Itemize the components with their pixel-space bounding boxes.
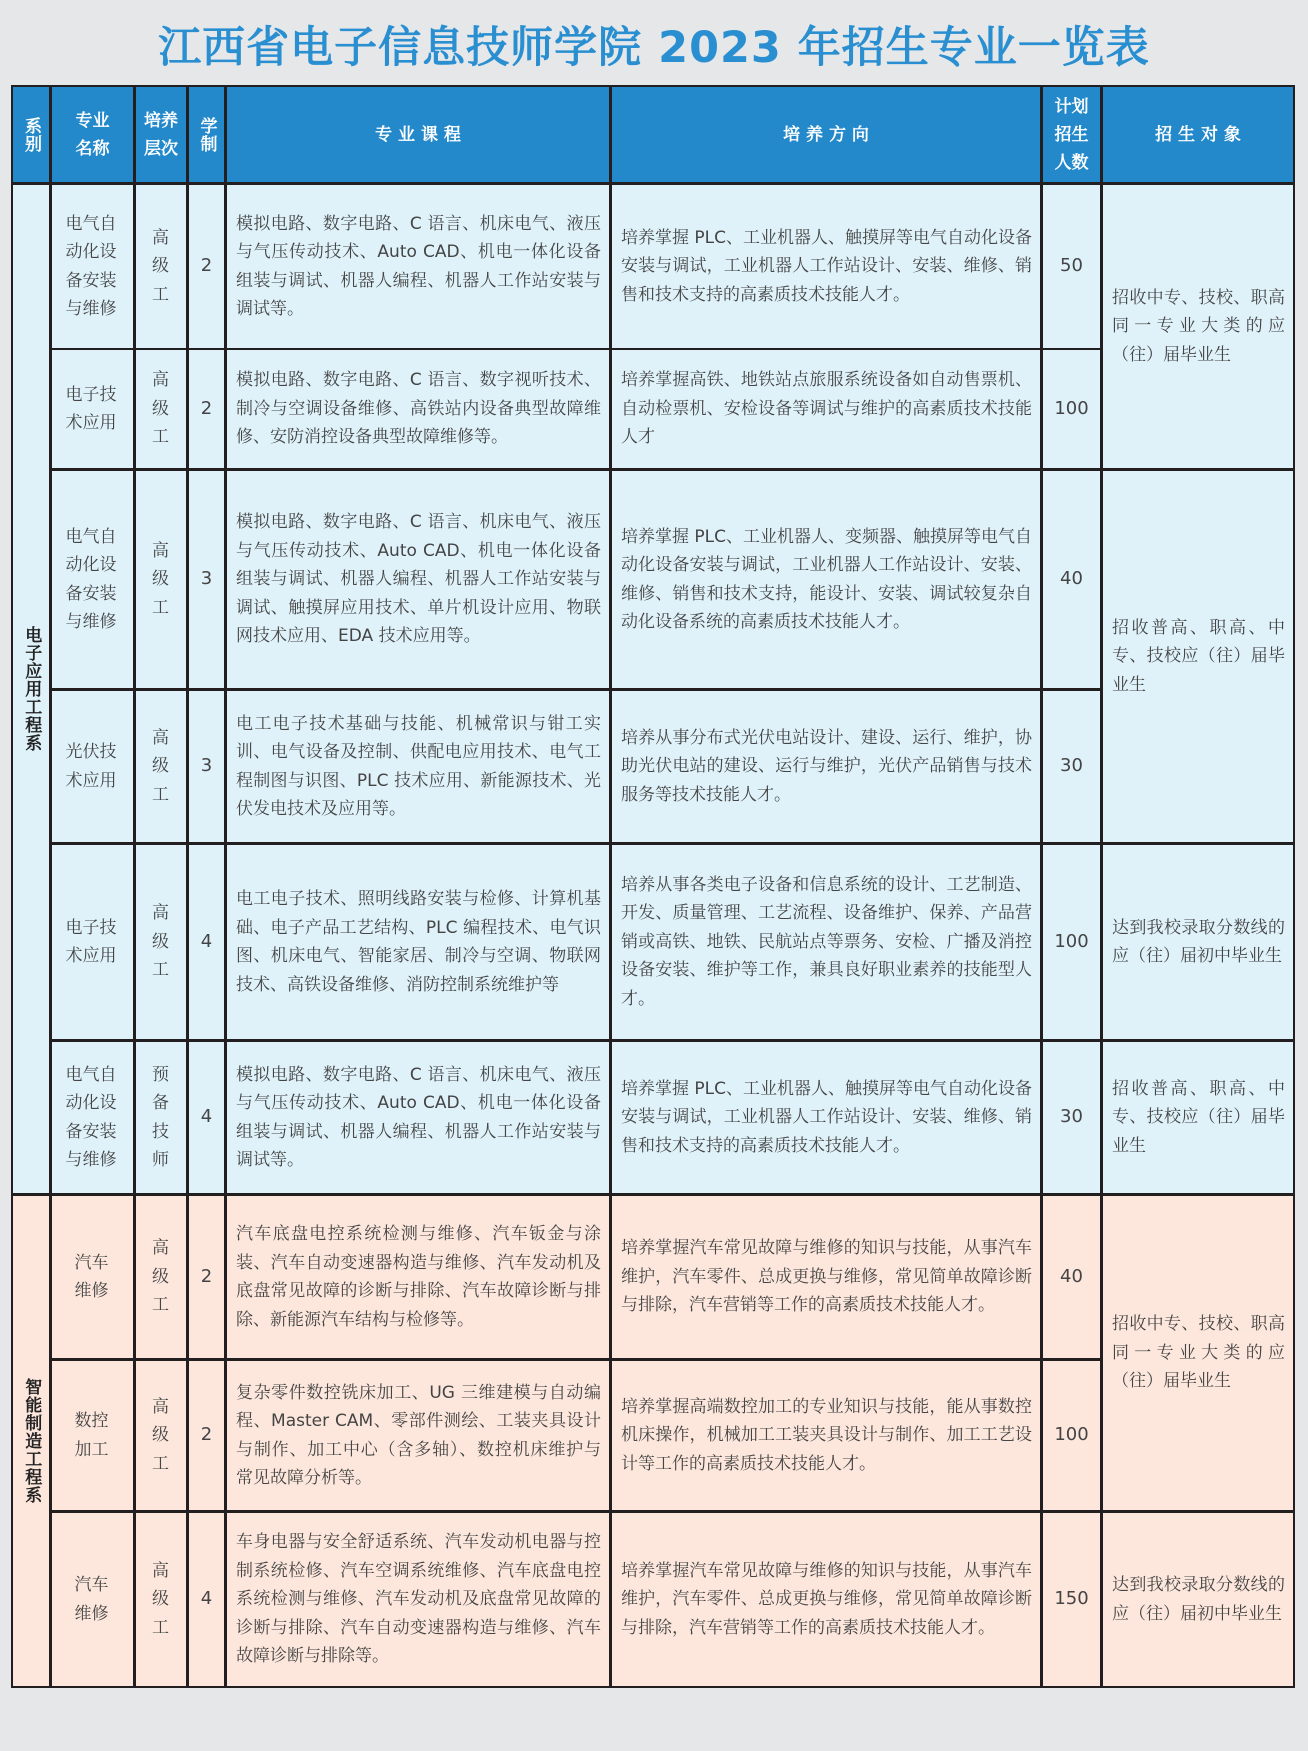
table-row-quota: 100 <box>1043 845 1100 1039</box>
target-group-4: 招收普高、职高、中专、技校应（往）届毕业生 <box>1103 1042 1293 1193</box>
table-row-quota: 100 <box>1043 350 1100 468</box>
table-row-direction: 培养掌握汽车常见故障与维修的知识与技能，从事汽车维护，汽车零件、总成更换与维修，常见简单故障诊断与排除，汽车营销等工作的高素质技术技能人才。 <box>612 1513 1040 1686</box>
table-row-courses: 模拟电路、数字电路、C 语言、机床电气、液压与气压传动技术、Auto CAD、机电一体化设备组装与调试、机器人编程、机器人工作站安装与调试等。 <box>227 1042 609 1193</box>
table-row-major: 光伏技术应用 <box>52 691 133 842</box>
header-major-name: 专业名称 <box>52 87 133 182</box>
table-row-courses: 电工电子技术基础与技能、机械常识与钳工实训、电气设备及控制、供配电应用技术、电气工程制图与识图、PLC 技术应用、新能源技术、光伏发电技术及应用等。 <box>227 691 609 842</box>
table-row-quota: 30 <box>1043 691 1100 842</box>
table-row-courses: 模拟电路、数字电路、C 语言、机床电气、液压与气压传动技术、Auto CAD、机电一体化设备组装与调试、机器人编程、机器人工作站安装与调试、触摸屏应用技术、单片机设计应用、物联网技术应用、EDA 技术应用等。 <box>227 471 609 688</box>
table-row-major: 电子技术应用 <box>52 350 133 468</box>
table-row-level: 高级工 <box>136 471 186 688</box>
table-row-courses: 汽车底盘电控系统检测与维修、汽车钣金与涂装、汽车自动变速器构造与维修、汽车发动机及底盘常见故障的诊断与排除、汽车故障诊断与排除、新能源汽车结构与检修等。 <box>227 1196 609 1358</box>
table-row-courses: 车身电器与安全舒适系统、汽车发动机电器与控制系统检修、汽车空调系统维修、汽车底盘电控系统检测与维修、汽车发动机及底盘常见故障的诊断与排除、汽车自动变速器构造与维修、汽车故障诊断与排除等。 <box>227 1513 609 1686</box>
page-title: 江西省电子信息技师学院 2023 年招生专业一览表 <box>158 23 1150 73</box>
table-row-major: 电气自动化设备安装与维修 <box>52 1042 133 1193</box>
department-electronics: 电子应用工程系 <box>13 185 49 1193</box>
table-row-level: 高级工 <box>136 1361 186 1510</box>
header-years: 学制 <box>189 87 224 182</box>
table-row-years: 4 <box>189 1042 224 1193</box>
table-row-direction: 培养从事各类电子设备和信息系统的设计、工艺制造、开发、质量管理、工艺流程、设备维护、保养、产品营销或高铁、地铁、民航站点等票务、安检、广播及消控设备安装、维护等工作，兼具良好职业素养的技能型人才。 <box>612 845 1040 1039</box>
table-row-major: 电子技术应用 <box>52 845 133 1039</box>
table-row-quota: 40 <box>1043 1196 1100 1358</box>
table-row-direction: 培养从事分布式光伏电站设计、建设、运行、维护，协助光伏电站的建设、运行与维护，光伏产品销售与技术服务等技术技能人才。 <box>612 691 1040 842</box>
header-target: 招 生 对 象 <box>1103 87 1293 182</box>
table-row-level: 高级工 <box>136 691 186 842</box>
table-row-direction: 培养掌握 PLC、工业机器人、触摸屏等电气自动化设备安装与调试，工业机器人工作站设计、安装、维修、销售和技术支持的高素质技术技能人才。 <box>612 185 1040 348</box>
table-row-quota: 50 <box>1043 185 1100 348</box>
table-row-quota: 30 <box>1043 1042 1100 1193</box>
enrollment-table <box>11 85 1295 1688</box>
table-row-level: 高级工 <box>136 350 186 468</box>
table-row-major: 数控加工 <box>52 1361 133 1510</box>
table-row-years: 2 <box>189 185 224 348</box>
table-row-major: 汽车维修 <box>52 1196 133 1358</box>
header-quota: 计划招生人数 <box>1043 87 1100 182</box>
table-row-quota: 100 <box>1043 1361 1100 1510</box>
table-row-direction: 培养掌握高端数控加工的专业知识与技能，能从事数控机床操作，机械加工工装夹具设计与制作、加工工艺设计等工作的高素质技术技能人才。 <box>612 1361 1040 1510</box>
table-row-major: 电气自动化设备安装与维修 <box>52 185 133 348</box>
table-row-courses: 模拟电路、数字电路、C 语言、机床电气、液压与气压传动技术、Auto CAD、机电一体化设备组装与调试、机器人编程、机器人工作站安装与调试等。 <box>227 185 609 348</box>
table-row-direction: 培养掌握汽车常见故障与维修的知识与技能，从事汽车维护，汽车零件、总成更换与维修，常见简单故障诊断与排除，汽车营销等工作的高素质技术技能人才。 <box>612 1196 1040 1358</box>
target-group-5: 招收中专、技校、职高同一专业大类的应（往）届毕业生 <box>1103 1196 1293 1510</box>
table-row-years: 3 <box>189 691 224 842</box>
table-row-quota: 40 <box>1043 471 1100 688</box>
department-manufacturing: 智能制造工程系 <box>13 1196 49 1686</box>
table-row-direction: 培养掌握 PLC、工业机器人、变频器、触摸屏等电气自动化设备安装与调试，工业机器人工作站设计、安装、维修、销售和技术支持，能设计、安装、调试较复杂自动化设备系统的高素质技术技能人才。 <box>612 471 1040 688</box>
table-row-years: 2 <box>189 1196 224 1358</box>
table-row-years: 4 <box>189 1513 224 1686</box>
table-row-years: 4 <box>189 845 224 1039</box>
table-row-courses: 复杂零件数控铣床加工、UG 三维建模与自动编程、Master CAM、零部件测绘、工装夹具设计与制作、加工中心（含多轴）、数控机床维护与常见故障分析等。 <box>227 1361 609 1510</box>
header-direction: 培 养 方 向 <box>612 87 1040 182</box>
table-row-direction: 培养掌握高铁、地铁站点旅服系统设备如自动售票机、自动检票机、安检设备等调试与维护的高素质技术技能人才 <box>612 350 1040 468</box>
header-department: 系别 <box>13 87 49 182</box>
header-courses: 专 业 课 程 <box>227 87 609 182</box>
table-row-direction: 培养掌握 PLC、工业机器人、触摸屏等电气自动化设备安装与调试，工业机器人工作站设计、安装、维修、销售和技术支持的高素质技术技能人才。 <box>612 1042 1040 1193</box>
table-row-level: 高级工 <box>136 1513 186 1686</box>
table-row-major: 汽车维修 <box>52 1513 133 1686</box>
table-row-courses: 电工电子技术、照明线路安装与检修、计算机基础、电子产品工艺结构、PLC 编程技术、电气识图、机床电气、智能家居、制冷与空调、物联网技术、高铁设备维修、消防控制系统维护等 <box>227 845 609 1039</box>
table-row-level: 高级工 <box>136 845 186 1039</box>
table-row-courses: 模拟电路、数字电路、C 语言、数字视听技术、制冷与空调设备维修、高铁站内设备典型故障维修、安防消控设备典型故障维修等。 <box>227 350 609 468</box>
table-row-quota: 150 <box>1043 1513 1100 1686</box>
target-group-6: 达到我校录取分数线的应（往）届初中毕业生 <box>1103 1513 1293 1686</box>
table-row-years: 2 <box>189 350 224 468</box>
table-row-major: 电气自动化设备安装与维修 <box>52 471 133 688</box>
table-row-level: 高级工 <box>136 185 186 348</box>
table-row-level: 高级工 <box>136 1196 186 1358</box>
table-row-level: 预备技师 <box>136 1042 186 1193</box>
header-level: 培养层次 <box>136 87 186 182</box>
table-row-years: 2 <box>189 1361 224 1510</box>
table-row-years: 3 <box>189 471 224 688</box>
target-group-1: 招收中专、技校、职高同一专业大类的应（往）届毕业生 <box>1103 185 1293 468</box>
target-group-2: 招收普高、职高、中专、技校应（往）届毕业生 <box>1103 471 1293 842</box>
target-group-3: 达到我校录取分数线的应（往）届初中毕业生 <box>1103 845 1293 1039</box>
